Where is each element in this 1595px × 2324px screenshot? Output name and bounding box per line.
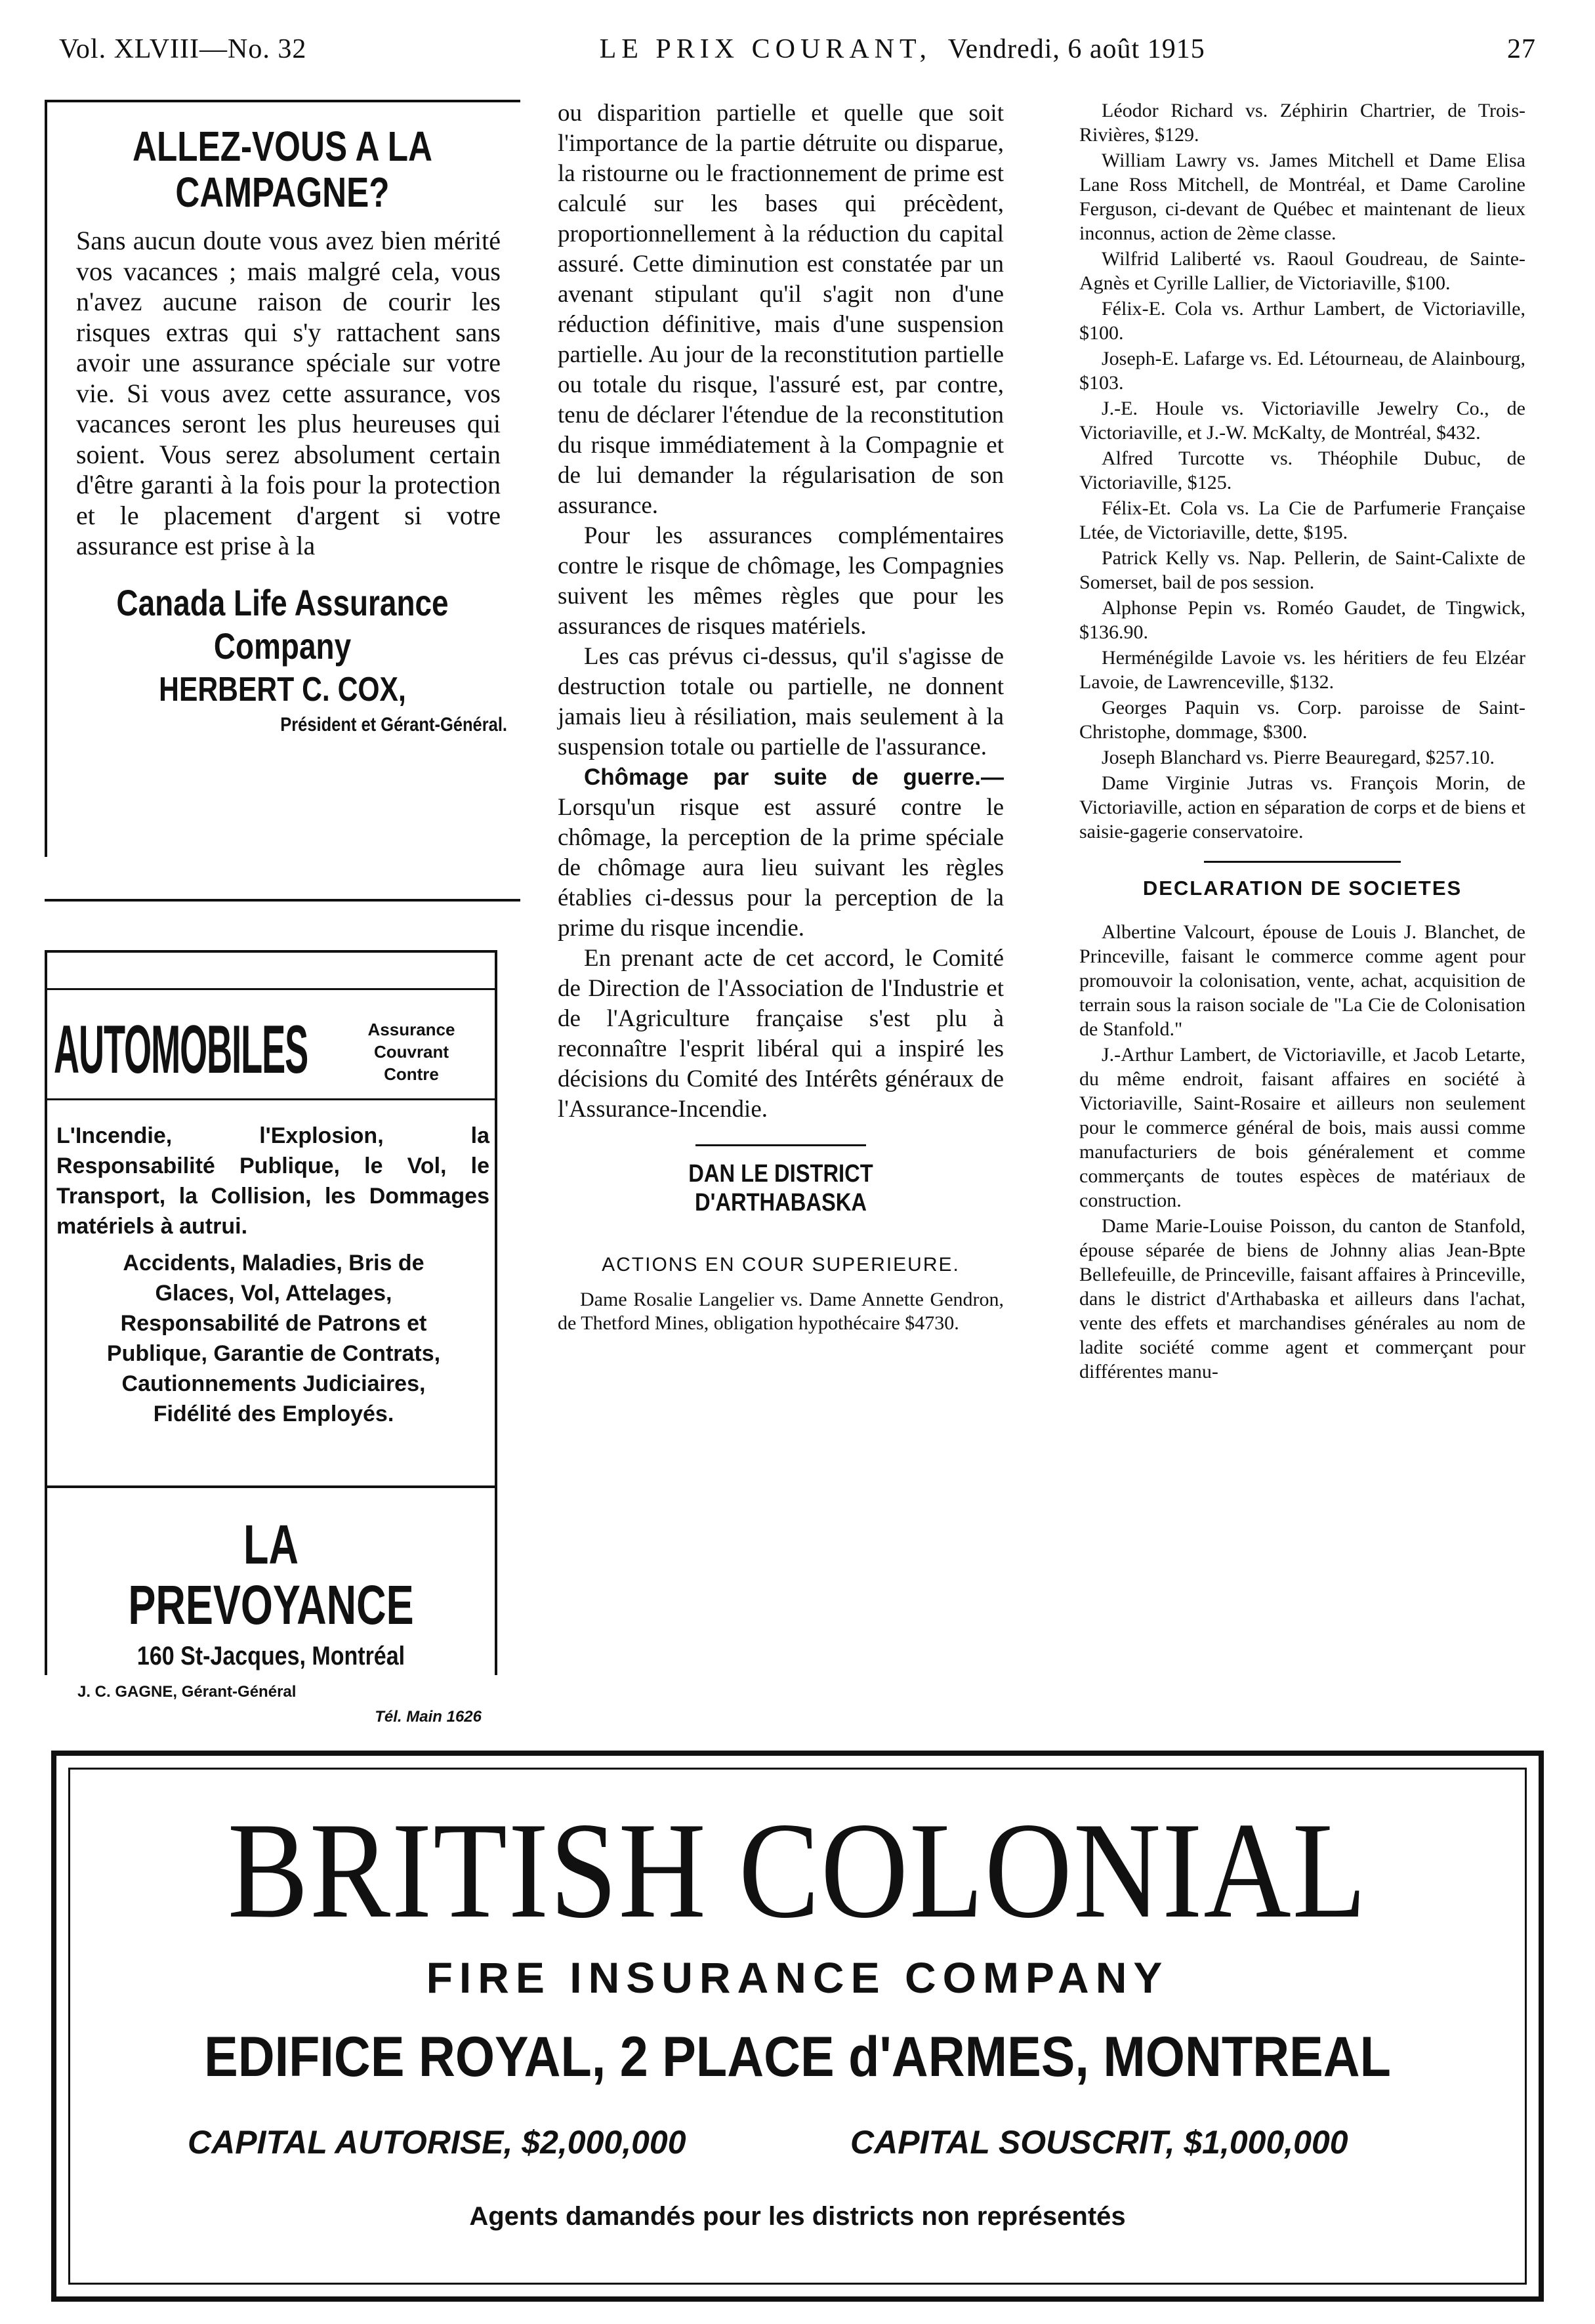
case-entry: Patrick Kelly vs. Nap. Pellerin, de Saint-Calixte de Somerset, bail de pos session. [1079, 547, 1525, 593]
short-rule [695, 1144, 866, 1146]
risks-list-2: Accidents, Maladies, Bris de Glaces, Vol, Attelages, Responsabilité de Patrons et Publique, Garantie de Contrats, Cautionnements Judiciaires, Fidélité des Employés. [106, 1251, 441, 1426]
case-entry: Alfred Turcotte vs. Théophile Dubuc, de Victoriaville, $125. [1079, 447, 1525, 493]
volume-number: Vol. XLVIII—No. 32 [59, 34, 307, 64]
page-number: 27 [1506, 34, 1536, 64]
ad-inner-rule-2 [47, 1098, 495, 1100]
ad-la-prevoyance [45, 950, 497, 1488]
ad-person: HERBERT C. COX, [159, 670, 406, 709]
ad-company: Canada Life Assurance Company [116, 581, 449, 667]
footer-left-rule [45, 1488, 47, 1675]
case-entry: Georges Paquin vs. Corp. paroisse de Saint-Christophe, dommage, $300. [1079, 697, 1525, 743]
article-text: Lorsqu'un risque est assuré contre le chômage, la perception de la prime spéciale de chômage aura lieu suivant les règles établies ci-dessus pour la perception de la prime du risque incendie. [558, 794, 1004, 942]
case-entry: Dame Rosalie Langelier vs. Dame Annette Gendron, de Thetford Mines, obligation hypothécaire $4730. [558, 1289, 1004, 1334]
article-paragraph: Pour les assurances complémentaires contre le risque de chômage, les Compagnies suivent les mêmes règles que pour les assurances de risques matériels. [558, 522, 1004, 640]
capital-authorized: CAPITAL AUTORISE, $2,000,000 [188, 2124, 686, 2161]
subheading: Chômage par suite de guerre.— [584, 764, 1004, 790]
footer-right-rule [495, 1488, 497, 1675]
ad-role: Président et Gérant-Général. [280, 713, 507, 736]
ad-top-rule [45, 100, 520, 102]
ad-prevoyance-footer [45, 1488, 497, 1726]
case-entry: Joseph-E. Lafarge vs. Ed. Létourneau, de Alainbourg, $103. [1079, 348, 1525, 394]
declaration-entry: Dame Marie-Louise Poisson, du canton de Stanfold, épouse séparée de biens de Johnny alias Jean-Bpte Bellefeuille, de Princeville, faisant affaires à Princeville, dans le district d'Arthabaska et ailleurs dans l'achat, vente des effets et marchandises générales au nom de ladite société comme agent et commerçant pour différentes manu- [1079, 1215, 1525, 1382]
page-header [59, 26, 1536, 72]
declaration-entry: J.-Arthur Lambert, de Victoriaville, et Jacob Letarte, du même endroit, faisant affaires en société à Victoriaville, Saint-Rosaire et ailleurs non seulement pour le commerce général de bois, mais aussi comme manufacturiers de bois généralement et comme commerçants de toutes espèces de matériaux de construction. [1079, 1044, 1525, 1211]
british-title: BRITISH COLONIAL [227, 1795, 1368, 1947]
declaration-entry: Albertine Valcourt, épouse de Louis J. Blanchet, de Princeville, faisant le commerce comme agent pour promouvoir la colonisation, vente, achat, acquisition de terrain sous la raison sociale de "La Cie de Colonisation de Stanfold." [1079, 921, 1525, 1040]
case-entry: Félix-Et. Cola vs. La Cie de Parfumerie Française Ltée, de Victoriaville, dette, $195. [1079, 497, 1525, 543]
actions-heading: ACTIONS EN COUR SUPERIEURE. [602, 1254, 960, 1276]
article-paragraph: ou disparition partielle et quelle que soit l'importance de la partie détruite ou disparue, la ristourne ou le fractionnement de prime est calculé sur les bases qui précèdent, proportionnellement à la réduction du capital assuré. Cette diminution est constatée par un avenant stipulant qu'il s'agit non d'une réduction définitive, mais d'une suspension partielle. Au jour de la reconstitution partielle ou totale du risque, l'assuré est, par contre, tenu de déclarer l'étendue de la reconstitution du risque immédiatement à la Compagnie et de lui demander la régularisation de son assurance. [558, 100, 1004, 519]
case-entry: Herménégilde Lavoie vs. les héritiers de feu Elzéar Lavoie, de Lawrenceville, $132. [1079, 647, 1525, 693]
article-paragraph [558, 762, 1004, 944]
ad-left-rule [45, 102, 47, 857]
case-entry: J.-E. Houle vs. Victoriaville Jewelry Co., de Victoriaville, et J.-W. McKalty, de Montréal, $432. [1079, 398, 1525, 444]
side-label-2: Couvrant [373, 1042, 449, 1062]
side-label-3: Contre [384, 1064, 439, 1084]
automobiles-side [336, 1018, 487, 1085]
short-rule [1204, 861, 1401, 863]
case-entry: Dame Virginie Jutras vs. François Morin, de Victoriaville, action en séparation de corps et de biens et saisie-gagerie conservatoire. [1079, 772, 1525, 842]
article-paragraph: Les cas prévus ci-dessus, qu'il s'agisse de destruction totale ou partielle, ne donnent jamais lieu à résiliation, mais seulement à la suspension totale ou partielle de l'assurance. [558, 643, 1004, 760]
cases-column-3 [1079, 98, 1525, 1385]
ad-british-colonial [51, 1751, 1544, 2302]
case-entry: Wilfrid Laliberté vs. Raoul Goudreau, de Sainte-Agnès et Cyrille Lallier, de Victoriaville, $100. [1079, 248, 1525, 294]
risks-list-1: L'Incendie, l'Explosion, la Responsabilité Publique, le Vol, le Transport, la Collision, les Dommages matériels à autrui. [56, 1123, 489, 1239]
case-entry: Alphonse Pepin vs. Roméo Gaudet, de Tingwick, $136.90. [1079, 597, 1525, 643]
prevoyance-phone: Tél. Main 1626 [375, 1708, 482, 1726]
case-entry: Félix-E. Cola vs. Arthur Lambert, de Victoriaville, $100. [1079, 298, 1525, 344]
capital-subscribed: CAPITAL SOUSCRIT, $1,000,000 [850, 2124, 1348, 2161]
ad-inner-rule [47, 988, 495, 990]
article-column-2 [558, 98, 1004, 1335]
prevoyance-manager: J. C. GAGNE, Gérant-Général [77, 1683, 297, 1701]
article-paragraph: En prenant acte de cet accord, le Comité de Direction de l'Association de l'Industrie et de l'Agriculture française s'est plu à reconnaître l'esprit libéral qui a inspiré les décisions du Comité des Intérêts généraux de l'Assurance-Incendie. [558, 945, 1004, 1123]
side-label-1: Assurance [367, 1020, 455, 1039]
column-divider [45, 899, 520, 902]
ad-headline: ALLEZ-VOUS A LA CAMPAGNE? [133, 123, 432, 216]
case-entry: Léodor Richard vs. Zéphirin Chartrier, de Trois-Rivières, $129. [1079, 100, 1525, 146]
issue-date: Vendredi, 6 août 1915 [947, 34, 1205, 64]
declarations-heading: DECLARATION DE SOCIETES [1142, 877, 1462, 900]
british-subtitle: FIRE INSURANCE COMPANY [426, 1953, 1169, 2002]
automobiles-title: AUTOMOBILES [54, 1012, 308, 1088]
british-address: EDIFICE ROYAL, 2 PLACE d'ARMES, MONTREAL [204, 2025, 1391, 2088]
ad-automobiles [54, 1012, 342, 1088]
district-heading: DAN LE DISTRICT D'ARTHABASKA [688, 1160, 873, 1216]
ad-body: Sans aucun doute vous avez bien mérité vos vacances ; mais malgré cela, vous n'avez aucune raison de courir les risques extras qui s'y rattachent sans avoir une assurance spéciale sur votre vie. Si vous avez cette assurance, vos vacances seront les plus heureuses qui soient. Vous serez absolument certain d'être garanti à la fois pour la protection et le placement d'argent si votre assurance est prise à la [76, 226, 501, 560]
prevoyance-address: 160 St-Jacques, Montréal [136, 1642, 405, 1670]
agents-wanted: Agents damandés pour les districts non représentés [469, 2202, 1126, 2231]
ad-canada-life [45, 100, 520, 864]
journal-title-line [600, 33, 1214, 65]
case-entry: William Lawry vs. James Mitchell et Dame Elisa Lane Ross Mitchell, de Montréal, et Dame Caroline Ferguson, ci-devant de Québec et maintenant de lieux inconnus, action de 2ème classe. [1079, 150, 1525, 244]
case-entry: Joseph Blanchard vs. Pierre Beauregard, $257.10. [1102, 747, 1495, 768]
prevoyance-name: LA PREVOYANCE [128, 1514, 414, 1636]
journal-name: LE PRIX COURANT, [599, 34, 932, 64]
